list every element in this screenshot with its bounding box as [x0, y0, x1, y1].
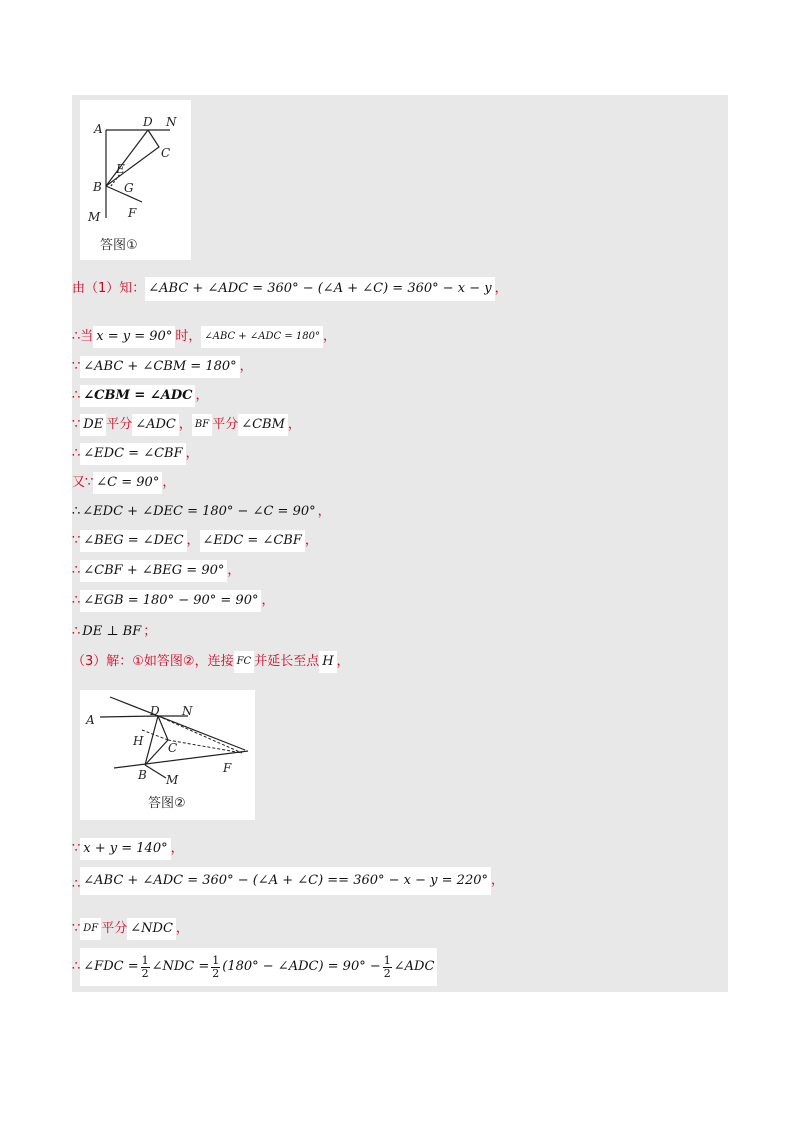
fig2-label-n: N [182, 704, 193, 718]
therefore-symbol: ∴ [72, 388, 81, 403]
line-5-text-2: 平分 [212, 417, 239, 432]
line-1-suffix: ， [494, 281, 508, 296]
line-5-suffix: ， [287, 417, 301, 432]
because-symbol: ∵ [72, 359, 81, 374]
fig2-label-m: M [166, 773, 179, 787]
fig2-label-f: F [223, 761, 232, 775]
line-2-math-2: ∠ABC + ∠ADC = 180° [201, 326, 323, 348]
line-12 [72, 621, 156, 643]
line-8-math: ∠EDC + ∠DEC = 180° − ∠C = 90° [82, 504, 316, 519]
line-3 [72, 356, 253, 378]
line-17 [72, 948, 437, 986]
line-15-suffix: ， [490, 873, 504, 888]
fraction-1-denominator: 2 [141, 966, 149, 980]
line-4 [72, 385, 208, 407]
line-5-math-1: DE [80, 414, 106, 436]
line-17-part-b: ∠NDC = [151, 959, 210, 974]
line-1-prefix: 由（1）知： [72, 281, 146, 296]
line-4-math: ∠CBM = ∠ADC [80, 385, 195, 407]
line-2-suffix: ， [322, 329, 336, 344]
line-9-math-2: ∠EDC = ∠CBF [200, 530, 305, 552]
fraction-3-numerator: 1 [383, 953, 391, 967]
line-16 [72, 918, 189, 940]
line-17-math [80, 948, 437, 986]
line-5-math-2: ∠ADC [132, 414, 179, 436]
fig2-label-c: C [168, 741, 178, 755]
therefore-symbol: ∴ [72, 624, 81, 639]
fig1-label-d: D [143, 115, 153, 129]
figure-2-caption: 答图② [148, 796, 186, 811]
line-17-part-a: ∠FDC = [83, 959, 139, 974]
fig1-label-n: N [166, 115, 177, 129]
line-2 [72, 326, 336, 348]
line-7-math: ∠C = 90° [93, 472, 162, 494]
because-symbol: ∵ [72, 533, 81, 548]
line-1-math: ∠ABC + ∠ADC = 360° − (∠A + ∠C) = 360° − x − y [145, 277, 494, 301]
fraction-3-denominator: 2 [383, 966, 391, 980]
line-14-math: x + y = 140° [80, 838, 170, 860]
line-3-math: ∠ABC + ∠CBM = 180° [80, 356, 239, 378]
line-9 [72, 530, 318, 552]
fraction-2-denominator: 2 [212, 966, 220, 980]
line-2-math-1: x = y = 90° [93, 326, 175, 348]
fig2-label-d: D [150, 704, 160, 718]
line-13-suffix: ， [336, 654, 350, 669]
line-8 [72, 501, 331, 523]
line-14-suffix: ， [170, 841, 184, 856]
fraction-1 [141, 955, 150, 980]
line-6 [72, 443, 199, 465]
line-5-math-4: ∠CBM [238, 414, 288, 436]
therefore-symbol: ∴ [72, 504, 81, 519]
line-2-mid: 时， [175, 329, 202, 344]
fig1-label-e: E [116, 162, 125, 176]
because-symbol: ∵ [72, 921, 81, 936]
fig2-label-a: A [86, 713, 95, 727]
line-13-math-1: FC [234, 651, 255, 673]
line-9-sep: ， [186, 533, 200, 548]
fraction-3 [383, 955, 392, 980]
fig2-label-b: B [138, 768, 147, 782]
line-17-part-d: ∠ADC [393, 959, 435, 974]
line-14 [72, 838, 184, 860]
fraction-2-numerator: 1 [212, 953, 220, 967]
line-4-suffix: ， [195, 388, 209, 403]
figure-1-caption: 答图① [100, 238, 138, 253]
line-13-math-2: H [319, 651, 336, 673]
line-7 [72, 472, 175, 494]
because-symbol: ∵ [72, 417, 81, 432]
therefore-symbol: ∴ [72, 563, 81, 578]
line-13-text-1: （3）解：①如答图②，连接 [72, 654, 234, 669]
fig1-label-f: F [128, 206, 137, 220]
therefore-symbol: ∴ [72, 446, 81, 461]
fig1-label-b: B [93, 180, 102, 194]
line-5-sep: ， [178, 417, 192, 432]
therefore-symbol: ∴ [72, 877, 81, 892]
line-16-suffix: ， [175, 921, 189, 936]
line-13-text-2: 并延长至点 [254, 654, 320, 669]
fig1-label-a: A [94, 122, 103, 136]
figure-1 [80, 100, 191, 260]
because-symbol: ∵ [72, 841, 81, 856]
line-1 [72, 276, 508, 302]
figure-2 [80, 690, 255, 820]
line-5-math-3: BF [192, 414, 212, 436]
line-6-math: ∠EDC = ∠CBF [80, 443, 185, 465]
line-16-text: 平分 [101, 921, 128, 936]
line-7-suffix: ， [162, 475, 176, 490]
fraction-2 [211, 955, 220, 980]
line-10-suffix: ， [227, 563, 241, 578]
line-17-part-c: (180° − ∠ADC) = 90° − [222, 959, 381, 974]
line-12-suffix: ； [143, 624, 157, 639]
line-3-suffix: ， [239, 359, 253, 374]
fig1-label-m: M [88, 210, 101, 224]
line-8-suffix: ， [317, 504, 331, 519]
therefore-symbol: ∴ [72, 593, 81, 608]
line-2-prefix: ∴当 [72, 329, 94, 344]
line-16-math-1: DF [80, 918, 101, 940]
line-12-math: DE ⊥ BF [82, 624, 142, 639]
fraction-1-numerator: 1 [141, 953, 149, 967]
fig2-label-h: H [133, 734, 144, 748]
line-10-math: ∠CBF + ∠BEG = 90° [80, 560, 227, 582]
line-15 [72, 866, 504, 896]
line-11 [72, 590, 275, 612]
line-9-suffix: ， [304, 533, 318, 548]
therefore-symbol: ∴ [72, 959, 81, 974]
line-11-math: ∠EGB = 180° − 90° = 90° [80, 590, 261, 612]
fig1-label-g: G [124, 181, 134, 195]
line-9-math-1: ∠BEG = ∠DEC [80, 530, 186, 552]
line-16-math-2: ∠NDC [127, 918, 176, 940]
line-10 [72, 560, 240, 582]
line-15-math: ∠ABC + ∠ADC = 360° − (∠A + ∠C) == 360° − x − y = 220° [80, 867, 491, 895]
line-5-text-1: 平分 [106, 417, 133, 432]
line-6-suffix: ， [185, 446, 199, 461]
line-7-prefix: 又∵ [72, 475, 94, 490]
line-5 [72, 414, 301, 436]
line-13 [72, 651, 350, 673]
fig1-label-c: C [161, 146, 171, 160]
line-11-suffix: ， [261, 593, 275, 608]
